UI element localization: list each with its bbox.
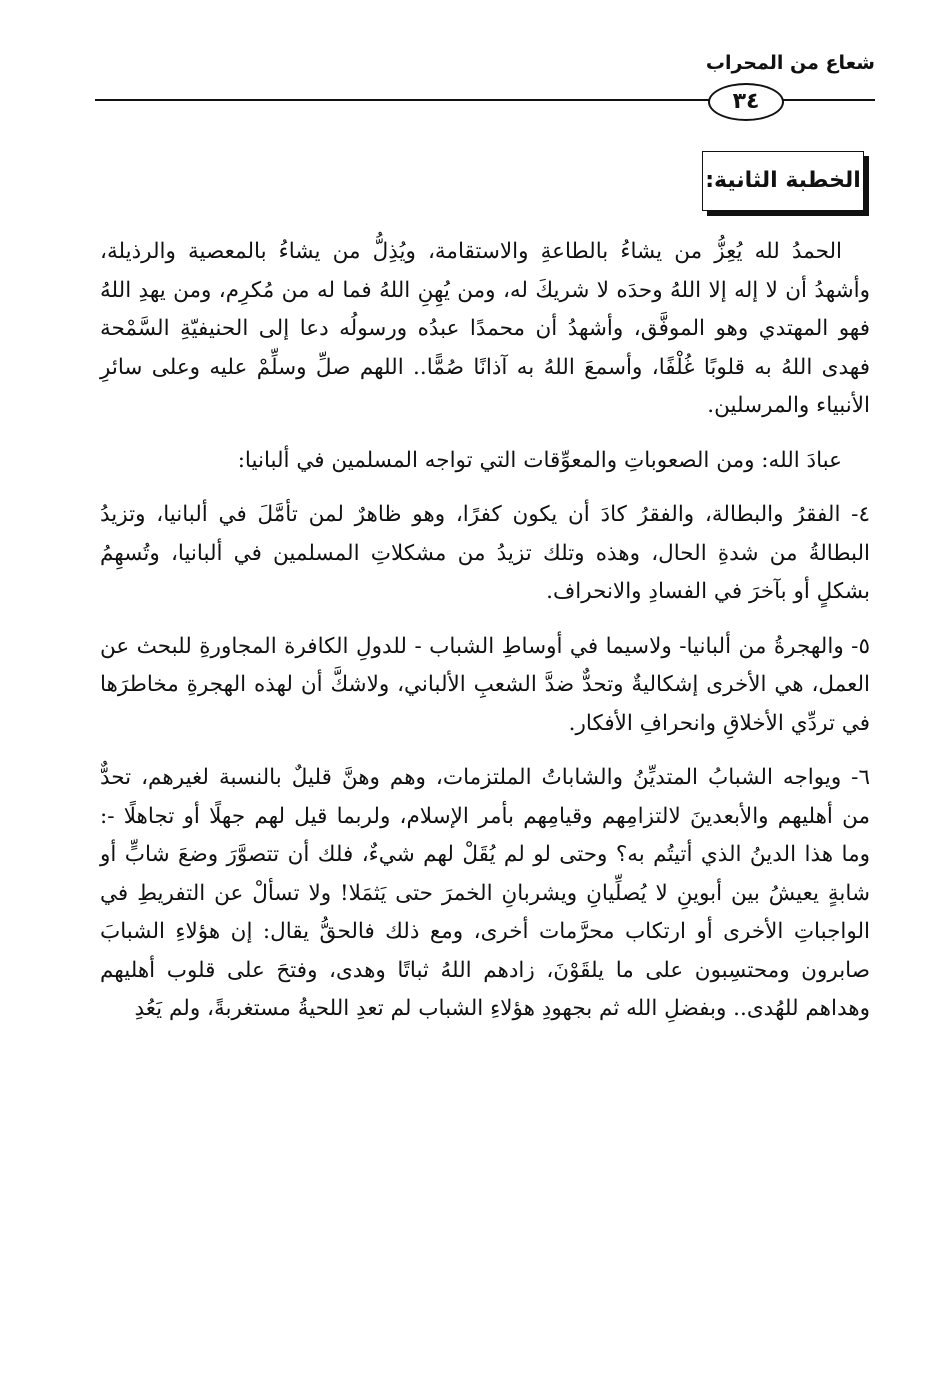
page-number: ٣٤ xyxy=(708,83,784,121)
paragraph-intro-difficulties: عبادَ الله: ومن الصعوباتِ والمعوِّقات التي تواجه المسلمين في ألبانيا: xyxy=(237,447,842,473)
paragraph-point-4: ٤- الفقرُ والبطالة، والفقرُ كادَ أن يكون كفرًا، وهو ظاهرٌ لمن تأمَّلَ في ألبانيا، وتزيدُ البطالةُ من شدةِ الحال، وهذه وتلك تزيدُ من مشكلاتِ المسلمين في ألبانيا، وتُسهِمُ بشكلٍ أو بآخرَ في الفسادِ والانحراف. xyxy=(100,502,870,604)
section-title: الخطبة الثانية: xyxy=(705,168,861,193)
paragraph-point-5: ٥- والهجرةُ من ألبانيا- ولاسيما في أوساطِ الشباب - للدولِ الكافرة المجاورةِ للبحث عن العمل، هي الأخرى إشكاليةٌ وتحدٌّ ضدَّ الشعبِ الألباني، ولاشكَّ أن لهذه الهجرةِ مخاطرَها في تردِّي الأخلاقِ وانحرافِ الأفكار. xyxy=(100,633,870,736)
body-text xyxy=(100,233,870,1045)
paragraph-opening-praise: الحمدُ لله يُعِزُّ من يشاءُ بالطاعةِ والاستقامة، ويُذِلُّ من يشاءُ بالمعصية والرذيلة، وأشهدُ أن لا إله إلا اللهُ وحدَه لا شريكَ له، ومن يُهِنِ اللهُ فما له من مُكرِم، ومن يهدِ اللهُ فهو المهتدي وهو الموفَّق، وأشهدُ أن محمدًا عبدُه ورسولُه دعا إلى الحنيفيّةِ السَّمْحة فهدى اللهُ به قلوبًا غُلْفًا، وأسمعَ اللهُ به آذانًا صُمًّا.. اللهم صلِّ وسلِّمْ عليه وعلى سائرِ الأنبياء والمرسلين. xyxy=(100,239,870,418)
page-header xyxy=(95,52,875,122)
paragraph-point-6: ٦- ويواجه الشبابُ المتديِّنُ والشاباتُ الملتزمات، وهم وهنَّ قليلٌ بالنسبة لغيرهم، تحدٌّ من أهليهم والأبعدينَ لالتزامِهم وقيامِهم بأمر الإسلام، ولربما قيل لهم جهلًا أو تجاهلًا -: وما هذا الدينُ الذي أتيتُم به؟ وحتى لو لم يُقَلْ لهم شيءٌ، فلك أن تتصوَّرَ وضعَ شابٍّ أو شابةٍ يعيشُ بين أبوينِ لا يُصلِّيانِ ويشربانِ الخمرَ حتى يَثمَلا! ولا تسألْ عن التفريطِ في الواجباتِ الأخرى أو ارتكاب محرَّمات أخرى، ومع ذلك فالحقُّ يقال: إن هؤلاءِ الشبابَ صابرون ومحتسِبون على ما يلقَوْنَ، زادهم اللهُ ثباتًا وهدى، وفتحَ على قلوب أهليهم وهداهم للهُدى.. وبفضلِ الله ثم بجهودِ هؤلاءِ الشباب لم تعدِ اللحيةُ مستغربةً، ولم يَعُدِ xyxy=(100,765,870,1021)
section-heading-box xyxy=(702,151,864,211)
book-title: شعاع من المحراب xyxy=(705,52,875,74)
